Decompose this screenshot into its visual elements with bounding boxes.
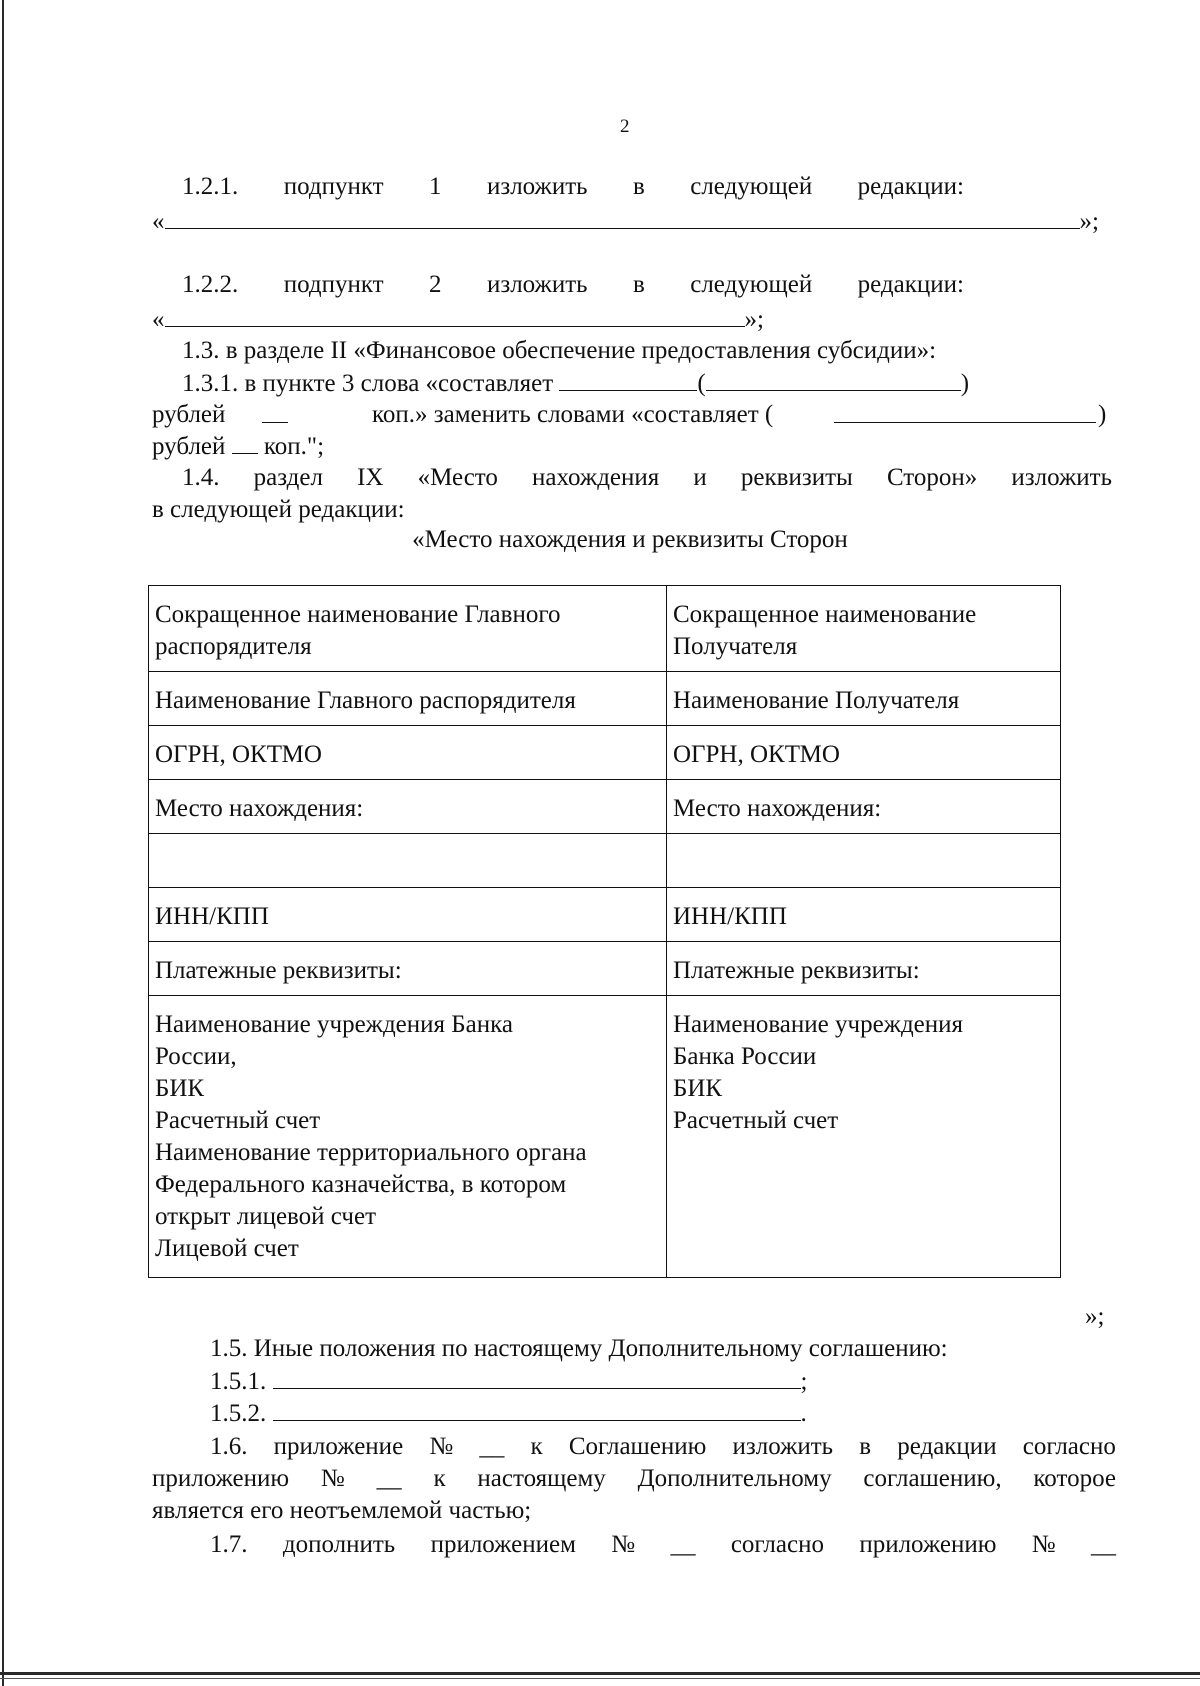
table-cell-bank-right [667,996,1061,1278]
p14-w6: реквизиты [740,464,853,491]
p131-line1 [182,368,969,399]
p14-w0: 1.4. [182,464,220,491]
cell-line: Наименование учреждения [673,1011,964,1038]
p14-w8: изложить [1011,464,1112,491]
p131-line3 [152,431,324,462]
p17-w1: дополнить [282,1531,396,1558]
p131-text-b: коп.» заменить словами «составляет ( [372,401,774,428]
p131-kop-end: коп."; [263,433,325,460]
table-cell: Наименование Главного распорядителя [149,672,667,726]
p122-w6: редакции: [857,271,964,298]
p16-w9: согласно [1022,1433,1116,1460]
table-close-quote: »; [1085,1303,1105,1330]
p16-w3: __ [479,1433,505,1460]
p16-v7: которое [1033,1465,1116,1492]
p122-w3: изложить [486,271,588,298]
p121-w1: подпункт [283,173,384,200]
p16-v0: приложению [152,1465,290,1492]
cell-line: БИК [673,1075,723,1102]
p16-line2 [152,1464,1116,1494]
p131-rubles-2: рублей [152,433,226,460]
cell-line: Расчетный счет [673,1107,839,1134]
table-row [149,942,1061,996]
p14-w7: Сторон» [886,464,978,491]
p152-end: . [800,1400,807,1427]
p14-w4: нахождения [532,464,660,491]
p16-w7: в [859,1433,872,1460]
p131-line2 [152,400,1112,430]
table-cell: Место нахождения: [149,780,667,834]
p121-w6: редакции: [857,173,964,200]
p16-w2: № [429,1433,454,1460]
table-cell-bank-left [149,996,667,1278]
cell-line: открыт лицевой счет [155,1203,376,1230]
p17-line [210,1530,1116,1560]
cell-line: БИК [155,1075,205,1102]
p121-line [182,172,964,202]
p121-blank [165,206,1080,229]
p122-open-quote: « [152,306,165,333]
p152-label: 1.5.2. [210,1400,267,1427]
p152-blank [273,1398,801,1421]
table-cell [149,834,667,888]
p14-w2: IX [357,464,384,491]
p122-close-quote: »; [744,306,764,333]
table-cell: ОГРН, ОКТМО [149,726,667,780]
p151-label: 1.5.1. [210,1368,267,1395]
p17-w6: приложению [859,1531,997,1558]
p16-v1: № [320,1465,345,1492]
p122-line [182,270,964,300]
table-cell: ИНН/КПП [667,888,1061,942]
p131-blank-amount [559,368,697,391]
p14-line2: в следующей редакции: [152,496,405,523]
table-cell [667,834,1061,888]
p122-w4: в [632,271,645,298]
p121-w2: 1 [429,173,442,200]
p13-line: 1.3. в разделе II «Финансовое обеспечение предоставления субсидии»: [182,337,937,364]
p131-blank-kop [262,400,288,423]
p17-w8: __ [1091,1531,1116,1558]
table-row [149,726,1061,780]
p16-w0: 1.6. [210,1433,248,1460]
p121-blank-line [152,206,1099,237]
cell-line: Наименование территориального органа [155,1139,587,1166]
p16-v3: к [433,1465,446,1492]
table-cell: Сокращенное наименование Главного распорядителя [149,586,667,672]
p131-paren-close-2: ) [1098,401,1107,428]
p122-w0: 1.2.2. [182,271,239,298]
table-cell: ОГРН, ОКТМО [667,726,1061,780]
p16-line1 [210,1432,1116,1462]
page-border-bottom [0,1672,1200,1675]
table-cell: Платежные реквизиты: [149,942,667,996]
page-border-left [2,0,4,1686]
p16-w8: редакции [897,1433,997,1460]
table-cell: Место нахождения: [667,780,1061,834]
p122-blank [165,304,745,327]
table-cell: Наименование Получателя [667,672,1061,726]
p151-blank [273,1366,801,1389]
table-cell: Сокращенное наименование Получателя [667,586,1061,672]
p15-line: 1.5. Иные положения по настоящему Дополнительному соглашению: [210,1335,948,1362]
table-row [149,780,1061,834]
p17-w2: приложением [430,1531,576,1558]
table-row [149,672,1061,726]
p121-open-quote: « [152,208,165,235]
table-row [149,586,1061,672]
page-border-bottom-thin [0,1678,1200,1679]
table-cell: Платежные реквизиты: [667,942,1061,996]
p17-w4: __ [670,1531,696,1558]
p131-paren-open: ( [697,370,706,397]
p17-w0: 1.7. [210,1531,248,1558]
p16-v4: настоящему [477,1465,606,1492]
cell-line: России, [155,1043,237,1070]
p131-blank-new [834,400,1096,423]
p16-v6: соглашению, [863,1465,1002,1492]
p16-w4: к [530,1433,543,1460]
p131-paren-close: ) [960,370,970,397]
table-row [149,834,1061,888]
p122-w1: подпункт [283,271,384,298]
p16-w6: изложить [732,1433,834,1460]
p16-v5: Дополнительному [637,1465,832,1492]
p14-line1 [182,463,1112,493]
p131-rubles: рублей [152,401,226,428]
table-row [149,996,1061,1278]
p151-end: ; [800,1368,808,1395]
table-cell: ИНН/КПП [149,888,667,942]
p131-blank-kop-2 [232,431,258,454]
p16-line3: является его неотъемлемой частью; [152,1497,532,1524]
p14-w5: и [693,464,707,491]
p122-w5: следующей [690,271,813,298]
p16-v2: __ [376,1465,402,1492]
p17-w7: № [1031,1531,1056,1558]
p152-line [210,1398,807,1429]
cell-line: Лицевой счет [155,1235,299,1262]
p121-w3: изложить [486,173,588,200]
p151-line [210,1366,807,1397]
cell-line: Банка России [673,1043,817,1070]
p131-blank-words [706,368,961,391]
page-number: 2 [620,116,630,137]
cell-line: Федерального казначейства, в котором [155,1171,567,1198]
p121-w0: 1.2.1. [182,173,239,200]
cell-line: Расчетный счет [155,1107,321,1134]
p17-w3: № [611,1531,636,1558]
p14-w1: раздел [253,464,323,491]
p121-w4: в [632,173,645,200]
p17-w5: согласно [730,1531,824,1558]
table-row [149,888,1061,942]
requisites-table [148,585,1061,1278]
p16-w5: Соглашению [568,1433,707,1460]
section-title: «Место нахождения и реквизиты Сторон [412,526,848,553]
p121-close-quote: »; [1079,208,1099,235]
p16-w1: приложение [273,1433,404,1460]
p122-blank-line [152,304,764,335]
p122-w2: 2 [429,271,442,298]
cell-line: Наименование учреждения Банка [155,1011,513,1038]
p14-w3: «Место [417,464,498,491]
p121-w5: следующей [690,173,813,200]
p131-text-a: 1.3.1. в пункте 3 слова «составляет [182,370,554,397]
